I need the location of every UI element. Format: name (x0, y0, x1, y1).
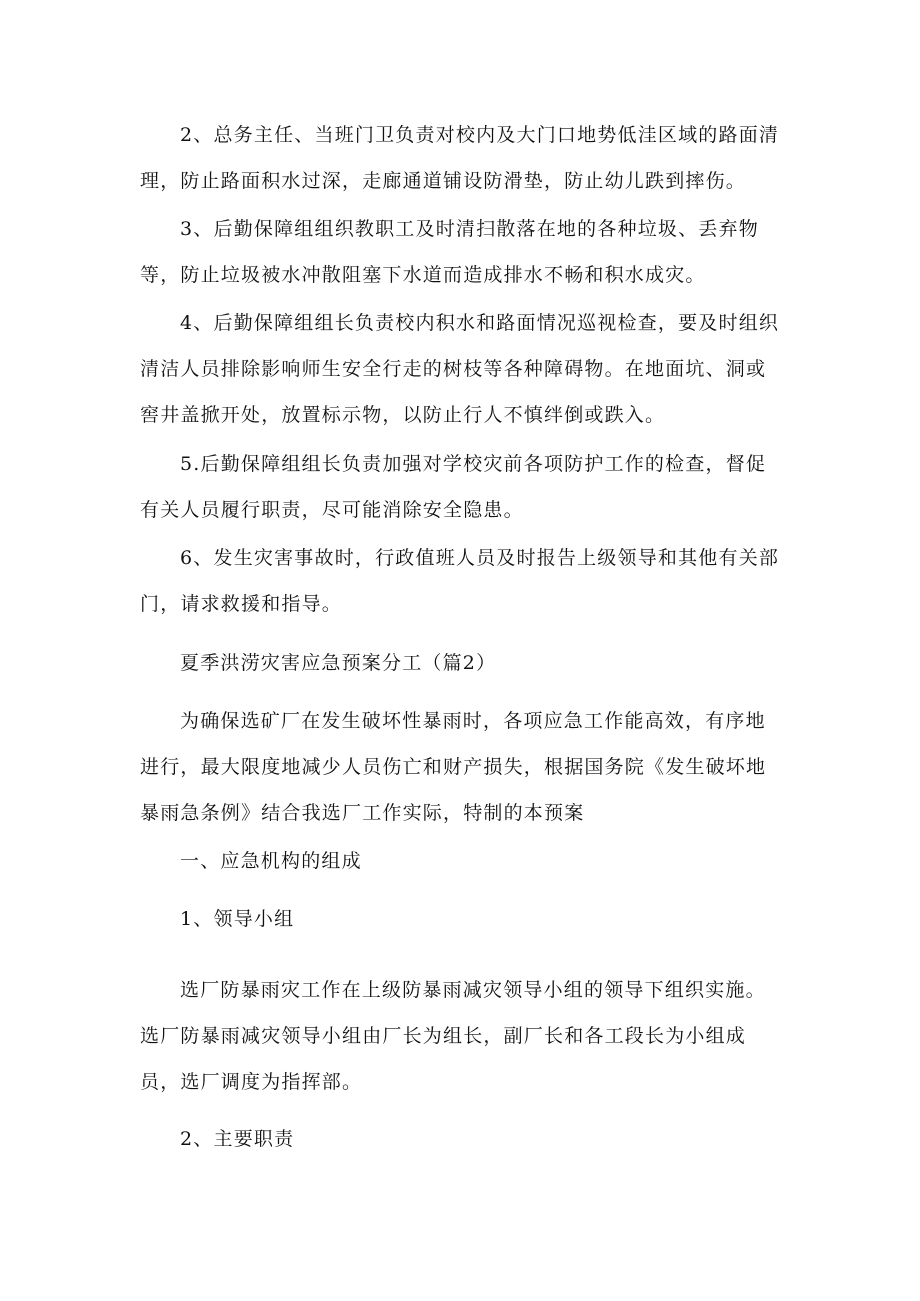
intro-paragraph: 为确保选矿厂在发生破坏性暴雨时，各项应急工作能高效，有序地进行，最大限度地减少人员伤亡和财产损失，根据国务院《发生破坏地暴雨急条例》结合我选厂工作实际，特制的本预案 (140, 710, 767, 824)
section-title: 夏季洪涝灾害应急预案分工（篇2） (180, 652, 497, 674)
heading-main-duties: 2、主要职责 (180, 1128, 295, 1150)
heading-emergency-organization: 一、应急机构的组成 (180, 850, 362, 872)
leadership-paragraph: 选厂防暴雨灾工作在上级防暴雨减灾领导小组的领导下组织实施。选厂防暴雨减灾领导小组由厂长为组长，副厂长和各工段长为小组成员，选厂调度为指挥部。 (140, 979, 766, 1093)
paragraph-item-6: 6、发生灾害事故时，行政值班人员及时报告上级领导和其他有关部门，请求救援和指导。 (140, 547, 780, 615)
paragraph-item-3: 3、后勤保障组组织教职工及时清扫散落在地的各种垃圾、丢弃物等，防止垃圾被水冲散阻塞下水道而造成排水不畅和积水成灾。 (140, 218, 759, 286)
heading-leadership-group: 1、领导小组 (180, 908, 295, 930)
paragraph-item-4: 4、后勤保障组组长负责校内积水和路面情况巡视检查，要及时组织清洁人员排除影响师生安全行走的树枝等各种障碍物。在地面坑、洞或窖井盖掀开处，放置标示物，以防止行人不慎绊倒或跌入。 (140, 312, 780, 426)
paragraph-item-2: 2、总务主任、当班门卫负责对校内及大门口地势低洼区域的路面清理，防止路面积水过深，走廊通道铺设防滑垫，防止幼儿跌到摔伤。 (140, 124, 780, 192)
paragraph-item-5: 5.后勤保障组组长负责加强对学校灾前各项防护工作的检查，督促有关人员履行职责，尽可能消除安全隐患。 (140, 453, 767, 521)
